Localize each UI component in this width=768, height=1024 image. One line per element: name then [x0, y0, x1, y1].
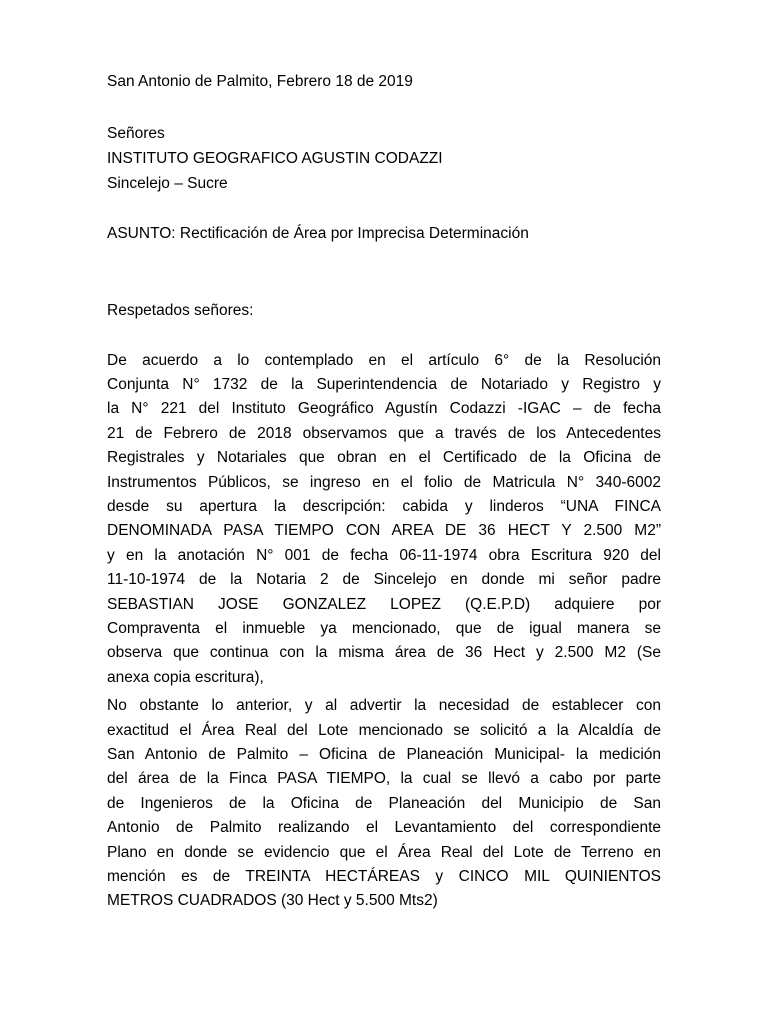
date-line: San Antonio de Palmito, Febrero 18 de 2019	[107, 73, 413, 90]
body-paragraph-2	[107, 694, 661, 914]
recipient-block	[107, 121, 661, 196]
paragraph-1-line: Compraventa el inmueble ya mencionado, que de igual manera se	[107, 619, 661, 637]
paragraph-2-line: San Antonio de Palmito – Oficina de Planeación Municipal- la medición	[107, 746, 661, 763]
paragraph-2-line: exactitud el Área Real del Lote mencionado se solicitó a la Alcaldía de	[107, 721, 661, 739]
paragraph-2-line: METROS CUADRADOS (30 Hect y 5.500 Mts2)	[107, 892, 438, 910]
salutation: Respetados señores:	[107, 302, 254, 319]
paragraph-1-line: De acuerdo a lo contemplado en el artículo 6° de la Resolución	[107, 351, 661, 369]
paragraph-1-line: y en la anotación N° 001 de fecha 06-11-1974 obra Escritura 920 del	[107, 546, 661, 564]
paragraph-2-line: No obstante lo anterior, y al advertir la necesidad de establecer con	[107, 697, 661, 715]
paragraph-2-line: de Ingenieros de la Oficina de Planeación del Municipio de San	[107, 794, 661, 812]
letter-page	[107, 70, 661, 914]
recipient-salutation: Señores	[107, 124, 165, 142]
paragraph-1-line: 21 de Febrero de 2018 observamos que a través de los Antecedentes	[107, 424, 661, 442]
paragraph-1-line: Instrumentos Públicos, se ingreso en el folio de Matricula N° 340-6002	[107, 473, 661, 491]
paragraph-1-line: la N° 221 del Instituto Geográfico Agustín Codazzi -IGAC – de fecha	[107, 400, 661, 418]
paragraph-2-line: del área de la Finca PASA TIEMPO, la cual se llevó a cabo por parte	[107, 770, 661, 788]
paragraph-1-line: Conjunta N° 1732 de la Superintendencia de Notariado y Registro y	[107, 375, 661, 393]
paragraph-1-line: 11-10-1974 de la Notaria 2 de Sincelejo en donde mi señor padre	[107, 571, 661, 589]
subject-line: ASUNTO: Rectificación de Área por Imprecisa Determinación	[107, 224, 529, 242]
recipient-institution: INSTITUTO GEOGRAFICO AGUSTIN CODAZZI	[107, 149, 443, 167]
paragraph-2-line: Antonio de Palmito realizando el Levantamiento del correspondiente	[107, 819, 661, 837]
paragraph-1-line: Registrales y Notariales que obran en el Certificado de la Oficina de	[107, 449, 661, 467]
paragraph-1-line: observa que continua con la misma área de 36 Hect y 2.500 M2 (Se	[107, 644, 661, 662]
body-paragraph-1	[107, 349, 661, 691]
paragraph-2-line: Plano en donde se evidencio que el Área Real del Lote de Terreno en	[107, 843, 661, 861]
paragraph-1-line: DENOMINADA PASA TIEMPO CON AREA DE 36 HECT Y 2.500 M2”	[107, 522, 661, 540]
paragraph-1-line: anexa copia escritura),	[107, 668, 264, 686]
paragraph-2-line: mención es de TREINTA HECTÁREAS y CINCO MIL QUINIENTOS	[107, 868, 661, 886]
paragraph-1-line: SEBASTIAN JOSE GONZALEZ LOPEZ (Q.E.P.D) adquiere por	[107, 595, 661, 613]
recipient-city: Sincelejo – Sucre	[107, 174, 228, 192]
paragraph-1-line: desde su apertura la descripción: cabida y linderos “UNA FINCA	[107, 497, 661, 515]
